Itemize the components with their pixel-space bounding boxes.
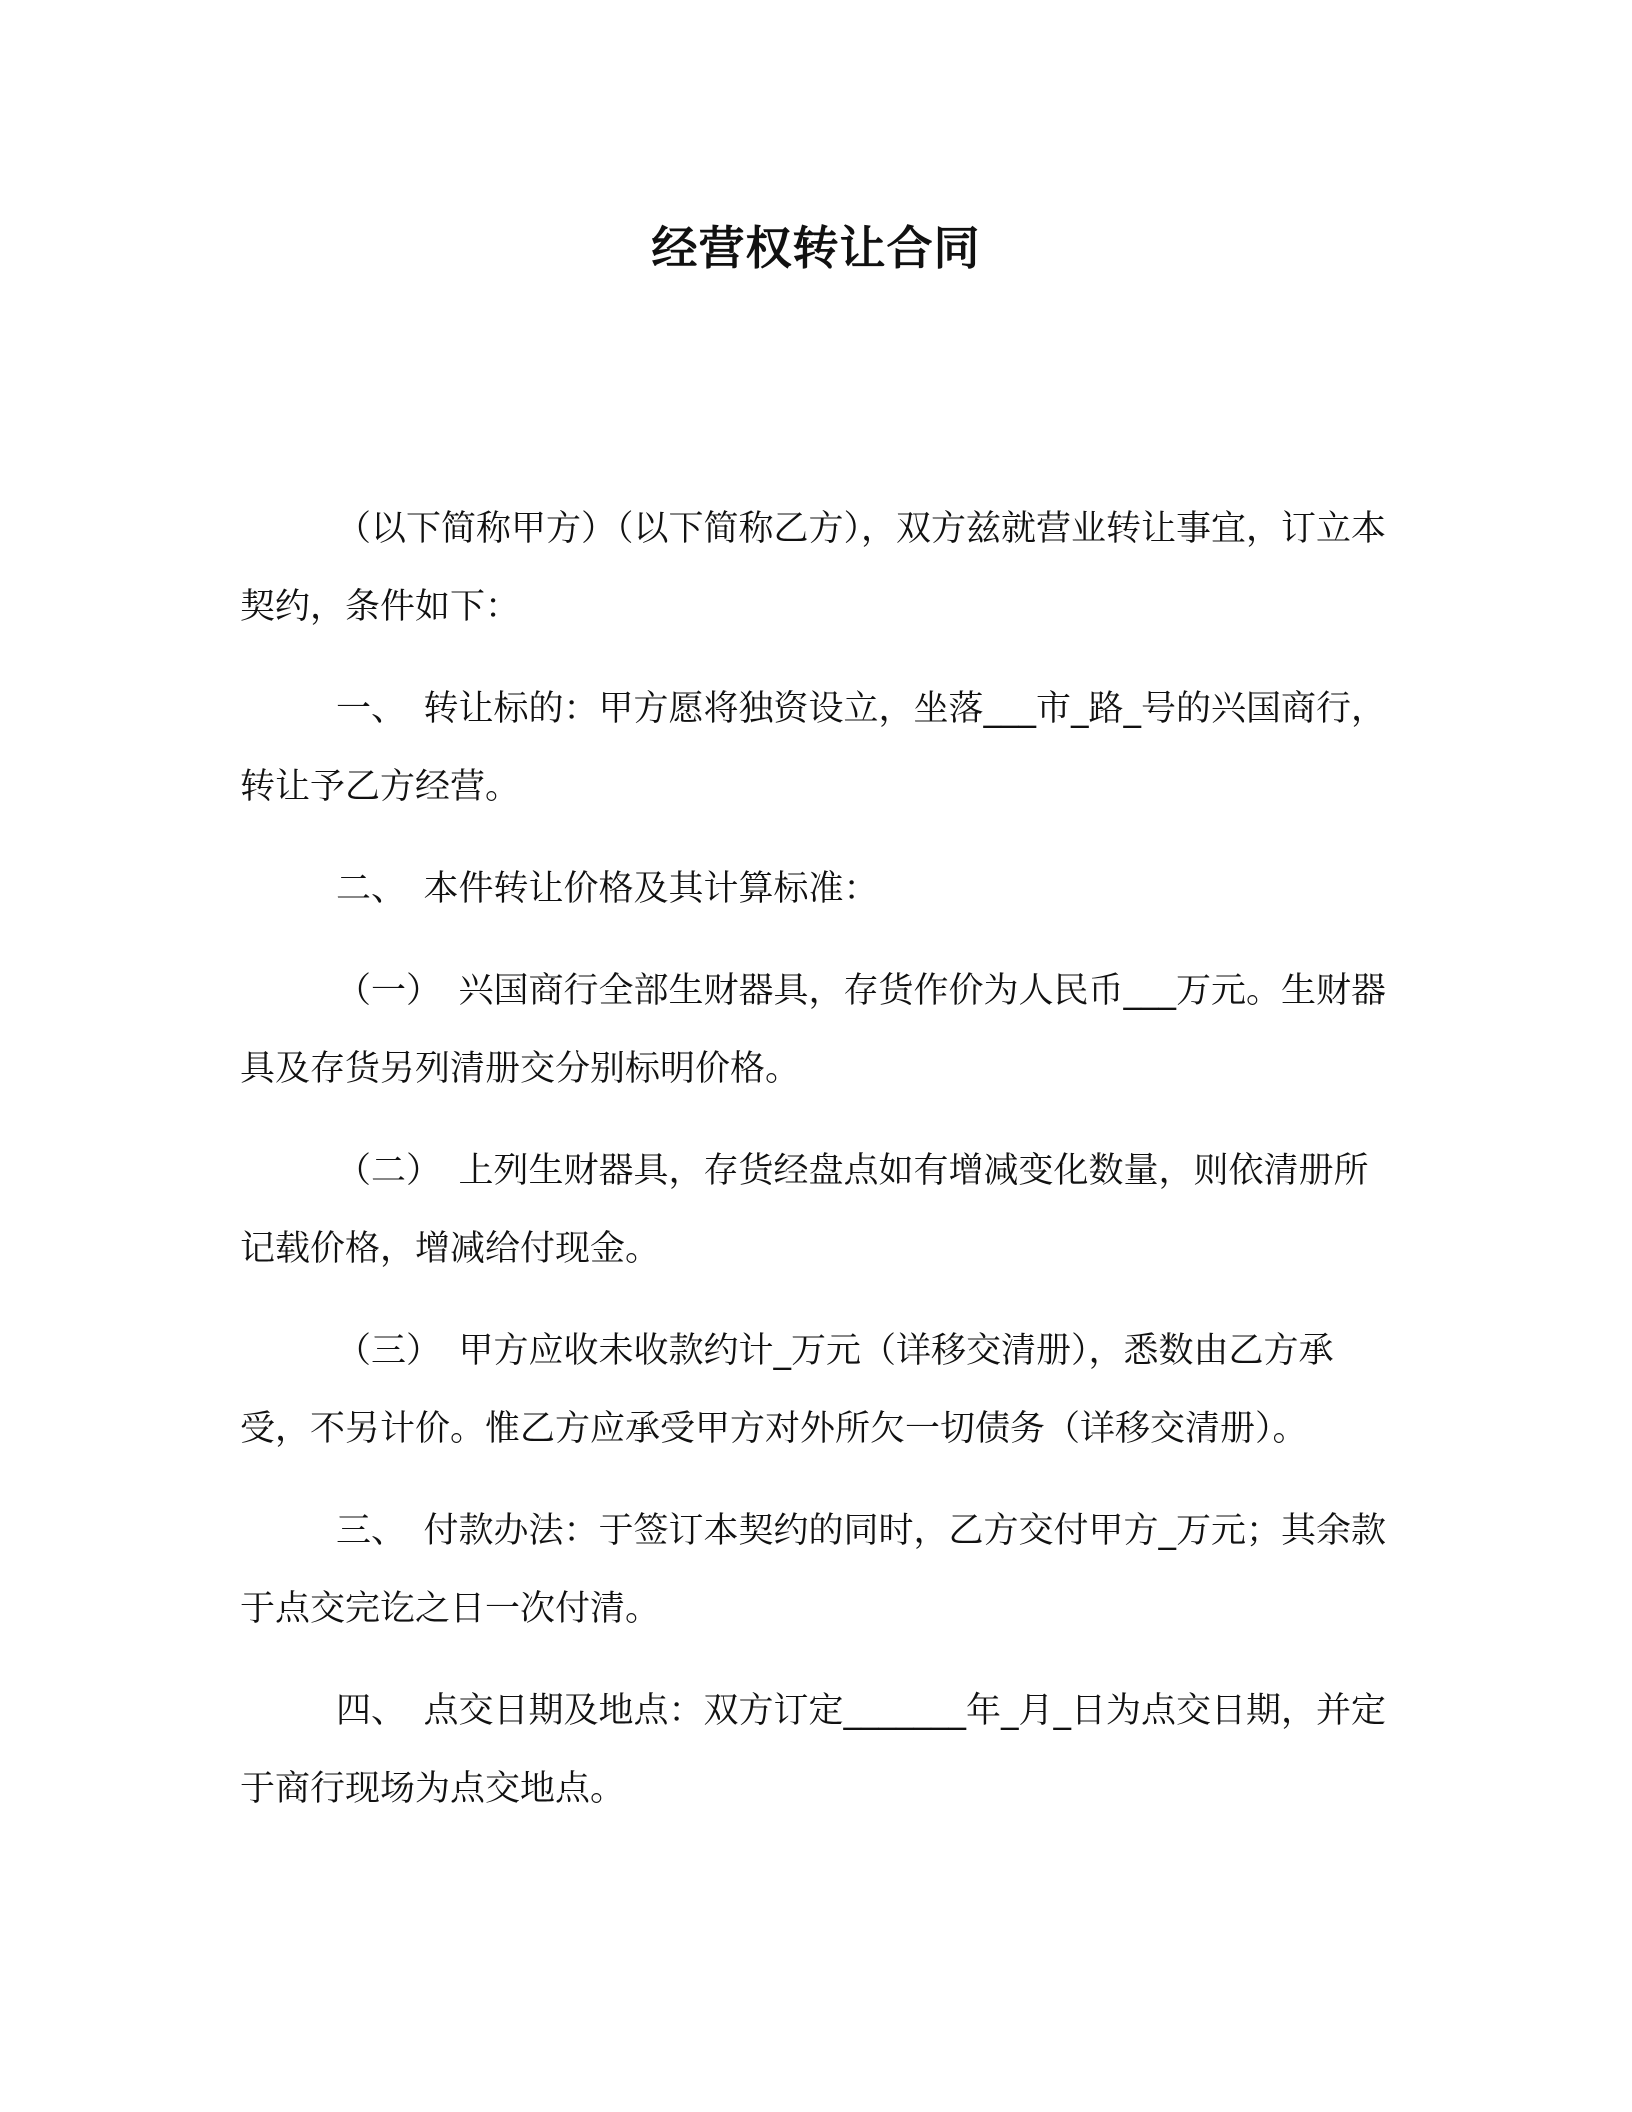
paragraph-text: 本件转让价格及其计算标准： [423,869,879,909]
paragraph-text: 点交日期及地点：双方订定_______年_月_日为点交日期，并定于商行现场为点交地点。 [240,1691,1387,1809]
clause-label: 三、 [336,1511,407,1551]
clause-label: （三） [336,1331,442,1371]
paragraph-text: 转让标的：甲方愿将独资设立，坐落___市_路_号的兴国商行，转让予乙方经营。 [240,689,1387,807]
document-body [240,490,1390,1852]
clause-label: 一、 [336,689,407,729]
clause-4-paragraph [240,1672,1390,1828]
document-title: 经营权转让合同 [651,221,981,275]
subclause-1-paragraph [240,952,1390,1108]
paragraph-text: 甲方应收未收款约计_万元（详移交清册），悉数由乙方承受，不另计价。惟乙方应承受甲方对外所欠一切债务（详移交清册）。 [240,1331,1334,1449]
clause-2-paragraph [240,850,1390,928]
paragraph-text: 兴国商行全部生财器具，存货作价为人民币___万元。生财器具及存货另列清册交分别标明价格。 [240,971,1387,1089]
subclause-3-paragraph [240,1312,1390,1468]
clause-label: 二、 [336,869,407,909]
clause-3-paragraph [240,1492,1390,1648]
clause-label: （一） [336,971,442,1011]
subclause-2-paragraph [240,1132,1390,1288]
clause-label: （二） [336,1151,442,1191]
paragraph-text: （以下简称甲方）（以下简称乙方），双方兹就营业转让事宜，订立本契约，条件如下： [240,509,1387,627]
paragraph-text: 上列生财器具，存货经盘点如有增减变化数量，则依清册所记载价格，增减给付现金。 [240,1151,1369,1269]
clause-1-paragraph [240,670,1390,826]
intro-paragraph [240,490,1390,646]
paragraph-text: 付款办法：于签订本契约的同时，乙方交付甲方_万元；其余款于点交完讫之日一次付清。 [240,1511,1387,1629]
clause-label: 四、 [336,1691,407,1731]
